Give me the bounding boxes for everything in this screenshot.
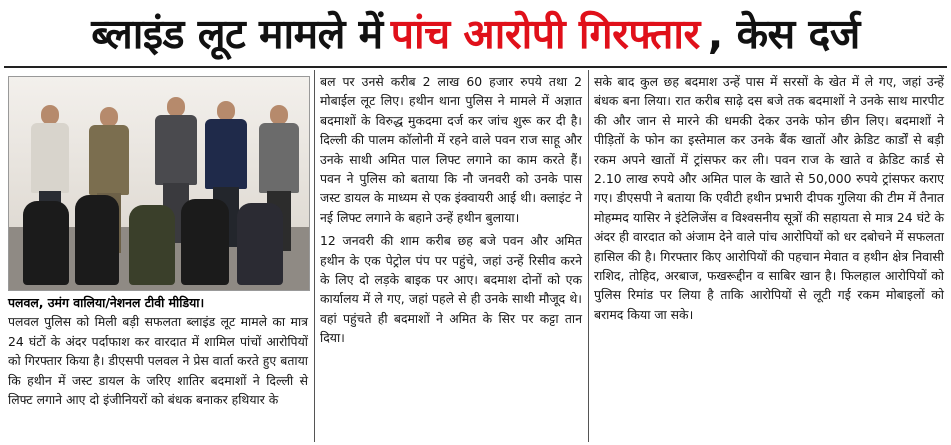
headline-rule (4, 66, 947, 68)
column-1-text: पलवल पुलिस को मिली बड़ी सफलता ब्लाइंड लूट मामले का मात्र 24 घंटों के अंदर पर्दाफाश कर वारदात में शामिल पांचों आरोपियों को गिरफ्तार किया है। डीएसपी पलवल ने प्रेस वार्ता करते हुए बताया कि हथीन में जस्ट डायल के जरिए शातिर बदमाशों ने दिल्ली से लिफ्ट लगाने आए दो इंजीनियरों को बंधक बनाकर हथियार के (8, 314, 308, 408)
headline-part-2: पांच आरोपी गिरफ्तार (390, 10, 700, 58)
column-divider-2 (588, 70, 589, 442)
column-2-paragraph-2: 12 जनवरी की शाम करीब छह बजे पवन और अमित हथीन के एक पेट्रोल पंप पर पहुंचे, जहां उन्हें रिसीव करने के लिए दो लड़के बाइक पर आए। बदमाश दोनों को एक कार्यालय में ले गए, जहां पहले से ही उनके साथी मौजूद थे। वहां पहुंचते ही बदमाशों ने अमित के सिर पर कट्टा तान दिया। (320, 233, 582, 346)
column-3-text: सके बाद कुल छह बदमाश उन्हें पास में सरसों के खेत में ले गए, जहां उन्हें बंधक बना लिया। रात करीब साढ़े दस बजे तक बदमाशों ने उनके साथ मारपीट की और जान से मारने की धमकी देकर उनके फोन छीन लिए। बदमाशों ने पीड़ितों के फोन का इस्तेमाल कर उनके बैंक खातों और क्रेडिट कार्डों से बड़ी रकम अपने खातों में ट्रांसफर कर ली। पवन राज के खाते व क्रेडिट कार्ड से 2.10 लाख रुपये और अमित पाल के खाते से 50,000 रुपये ट्रांसफर कराए गए। डीएसपी ने बताया कि एवीटी हथीन प्रभारी दीपक गुलिया की टीम में तैनात मोहम्मद यासिर ने इंटेलिजेंस व विश्वसनीय सूत्रों की सहायता से मात्र 24 घंटे के अंदर ही वारदात को अंजाम देने वाले पांच आरोपियों को धर दबोचने में सफलता हासिल की है। गिरफ्तार किए आरोपियों की पहचान मेवात व हथीन क्षेत्र निवासी राशिद, तोहिद, अरबाज, फखरूद्दीन व साबिर खान है। फिलहाल आरोपियों को पुलिस रिमांड पर लिया है ताकि आरोपियों से लूटी गई रकम मोबाइलों को बरामद किया जा सके। (594, 74, 944, 322)
dateline: पलवल, उमंग वालिया/नेशनल टीवी मीडिया। (8, 295, 205, 310)
column-2-paragraph-1: बल पर उनसे करीब 2 लाख 60 हजार रुपये तथा 2 मोबाईल लूट लिए। हथीन थाना पुलिस ने मामले में अज्ञात बदमाशों के विरुद्ध मुकदमा दर्ज कर जांच शुरू कर दी है। दिल्ली की पालम कॉलोनी में रहने वाले पवन राज साहू और उनके साथी अमित पाल लिफ्ट लगाने का काम करते हैं। पवन ने पुलिस को बताया कि नौ जनवरी को उनके पास जस्ट डायल के माध्यम से एक इंक्वायरी आई थी। क्लाइंट ने नई लिफ्ट लगाने के बहाने उन्हें हथीन बुलाया। (320, 74, 582, 225)
headline (0, 0, 951, 66)
column-divider-1 (314, 70, 315, 442)
headline-part-1: ब्लाइंड लूट मामले में (91, 10, 383, 58)
news-photo (8, 76, 310, 291)
headline-part-3: , केस दर्ज (707, 10, 860, 58)
column-1 (8, 293, 308, 409)
column-2 (320, 72, 582, 348)
column-3 (594, 72, 944, 324)
